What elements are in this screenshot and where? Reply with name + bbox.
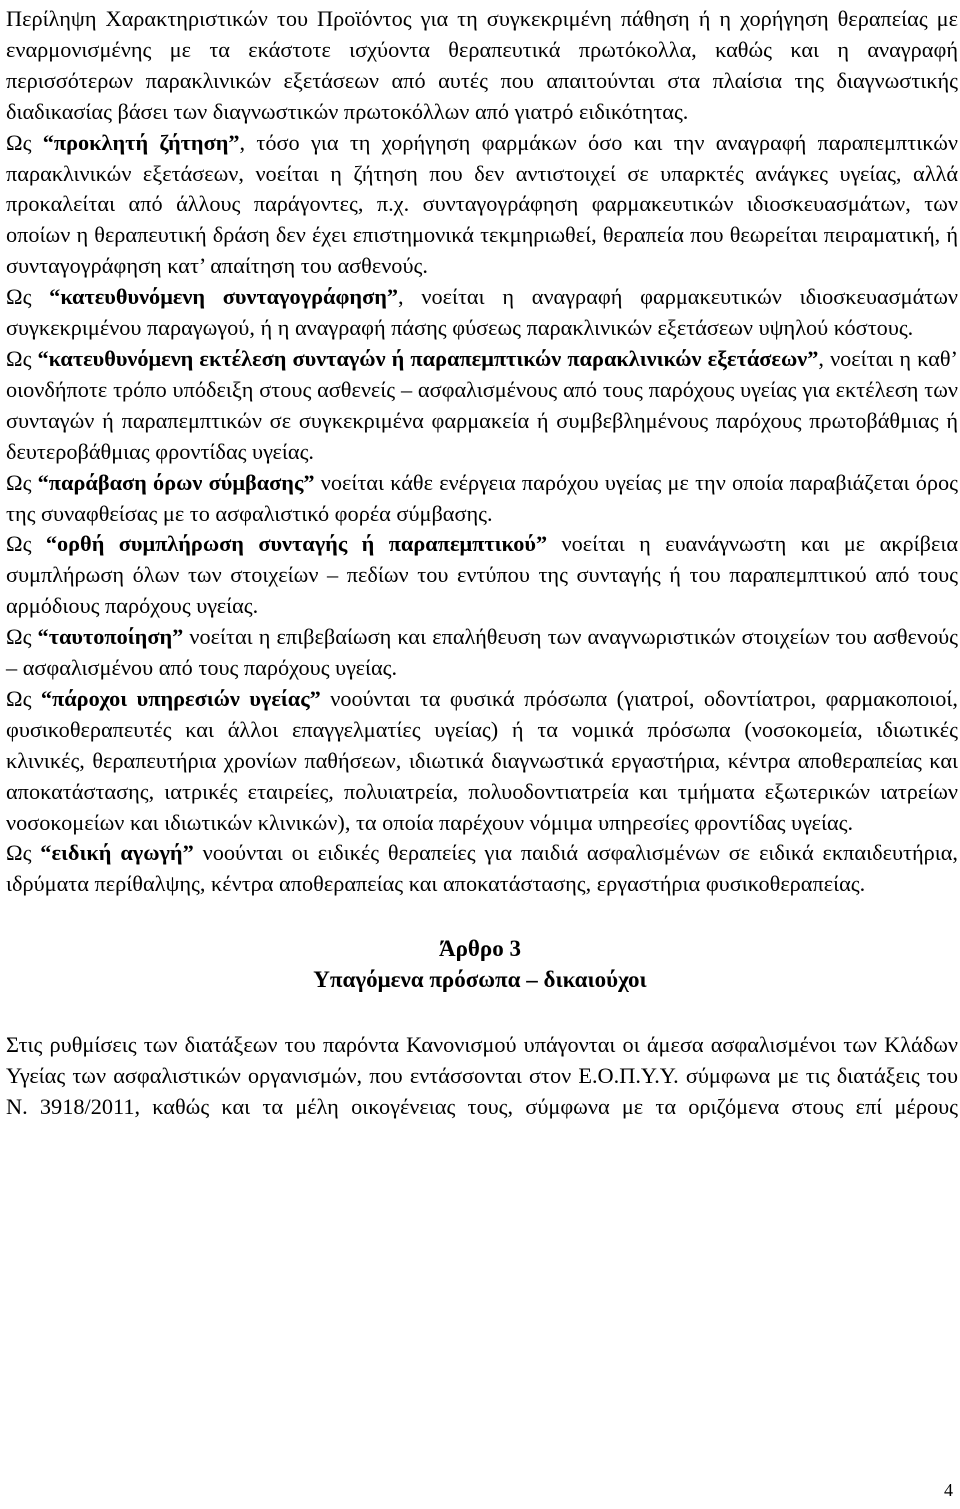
definition-paragraph: Ως “παράβαση όρων σύμβασης” νοείται κάθε ενέργεια παρόχου υγείας με την οποία παραβιάζεται όρος της συναφθείσας με το ασφαλιστικό φορέα σύμβασης. bbox=[6, 469, 958, 526]
definition-paragraph: Ως “προκλητή ζήτηση”, τόσο για τη χορήγηση φαρμάκων όσο και την αναγραφή παραπεμπτικών παρακλινικών εξετάσεων, νοείται η ζήτηση που δεν αντιστοιχεί σε υπαρκτές ανάγκες υγείας, αλλά προκαλείται από άλλους παράγοντες, π.χ. συνταγογράφηση φαρμακευτικών ιδιοσκευασμάτων, των οποίων η θεραπευτική δράση δεν έχει επιστημονικά τεκμηριωθεί, θεραπεία που θεωρείται πειραματική, ή συνταγογράφηση κατ’ απαίτηση του ασθενούς. bbox=[6, 129, 958, 279]
defined-term: “κατευθυνόμενη εκτέλεση συνταγών ή παραπεμπτικών παρακλινικών εξετάσεων” bbox=[37, 345, 819, 371]
defined-term: “κατευθυνόμενη συνταγογράφηση” bbox=[49, 284, 399, 310]
defined-term: “παράβαση όρων σύμβασης” bbox=[37, 469, 315, 495]
definition-paragraph: Περίληψη Χαρακτηριστικών του Προϊόντος για τη συγκεκριμένη πάθηση ή η χορήγηση θεραπείας με εναρμονισμένης με τα εκάστοτε ισχύοντα θεραπευτικά πρωτόκολλα, καθώς και η αναγραφή περισσότερων παρακλινικών εξετάσεων από αυτές που απαιτούνται στα πλαίσια της διαγνωστικής διαδικασίας βάσει των διαγνωστικών πρωτοκόλλων από γιατρό ειδικότητας. bbox=[6, 6, 958, 124]
document-page bbox=[6, 4, 958, 1123]
article-number: Άρθρο 3 bbox=[439, 936, 521, 962]
defined-term: “ορθή συμπλήρωση συνταγής ή παραπεμπτικού” bbox=[45, 531, 548, 557]
article-title: Υπαγόμενα πρόσωπα – δικαιούχοι bbox=[313, 967, 647, 993]
definition-paragraph: Ως “ορθή συμπλήρωση συνταγής ή παραπεμπτικού” νοείται η ευανάγνωστη και με ακρίβεια συμπλήρωση όλων των στοιχείων – πεδίων του εντύπου της συνταγής ή του παραπεμπτικού από τους αρμόδιους παρόχους υγείας. bbox=[6, 531, 959, 619]
defined-term: “πάροχοι υπηρεσιών υγείας” bbox=[40, 685, 321, 711]
page-number: 4 bbox=[944, 1480, 953, 1500]
definition-paragraph: Ως “κατευθυνόμενη συνταγογράφηση”, νοείται η αναγραφή φαρμακευτικών ιδιοσκευασμάτων συγκεκριμένου παραγωγού, ή η αναγραφή πάσης φύσεως παρακλινικών εξετάσεων υψηλού κόστους. bbox=[6, 284, 958, 341]
defined-term: “ταυτοποίηση” bbox=[37, 624, 184, 650]
defined-term: “ειδική αγωγή” bbox=[40, 840, 194, 866]
definition-paragraph: Ως “πάροχοι υπηρεσιών υγείας” νοούνται τα φυσικά πρόσωπα (γιατροί, οδοντίατροι, φαρμακοποιοί, φυσικοθεραπευτές και άλλοι επαγγελματίες υγείας) ή τα νομικά πρόσωπα (νοσοκομεία, ιδιωτικές κλινικές, θεραπευτήρια χρονίων παθήσεων, ιδιωτικά διαγνωστικά εργαστήρια, κέντρα αποθεραπείας και αποκατάστασης, ιατρικές εταιρείες, πολυιατρεία, πολυοδοντιατρεία και τμήματα εξωτερικών ιατρείων νοσοκομείων και ιδιωτικών κλινικών), τα οποία παρέχουν νόμιμα υπηρεσίες φροντίδας υγείας. bbox=[6, 685, 958, 835]
definition-paragraph: Ως “κατευθυνόμενη εκτέλεση συνταγών ή παραπεμπτικών παρακλινικών εξετάσεων”, νοείται η καθ’ οιονδήποτε τρόπο υπόδειξη στους ασθενείς – ασφαλισμένους από τους παρόχους υγείας για εκτέλεση των συνταγών ή παραπεμπτικών σε συγκεκριμένα φαρμακεία ή συμβεβλημένους παρόχους πρωτοβάθμιας ή δευτεροβάθμιας φροντίδας υγείας. bbox=[6, 345, 958, 464]
defined-term: “προκλητή ζήτηση” bbox=[42, 129, 240, 155]
body-paragraph: Στις ρυθμίσεις των διατάξεων του παρόντα Κανονισμού υπάγονται οι άμεσα ασφαλισμένοι των Κλάδων Υγείας των ασφαλιστικών οργανισμών, που εντάσσονται στον Ε.Ο.Π.Υ.Υ. σύμφωνα με τις διατάξεις του Ν. 3918/2011, καθώς και τα μέλη οικογένειας τους, σύμφωνα με τα οριζόμενα στους επί μέρους bbox=[6, 1032, 958, 1120]
definition-paragraph: Ως “ταυτοποίηση” νοείται η επιβεβαίωση και επαλήθευση των αναγνωριστικών στοιχείων του ασθενούς – ασφαλισμένου από τους παρόχους υγείας. bbox=[6, 624, 958, 681]
definition-paragraph: Ως “ειδική αγωγή” νοούνται οι ειδικές θεραπείες για παιδιά ασφαλισμένων σε ειδικά εκπαιδευτήρια, ιδρύματα περίθαλψης, κέντρα αποθεραπείας και αποκατάστασης, εργαστήρια φυσικοθεραπείας. bbox=[6, 840, 958, 897]
